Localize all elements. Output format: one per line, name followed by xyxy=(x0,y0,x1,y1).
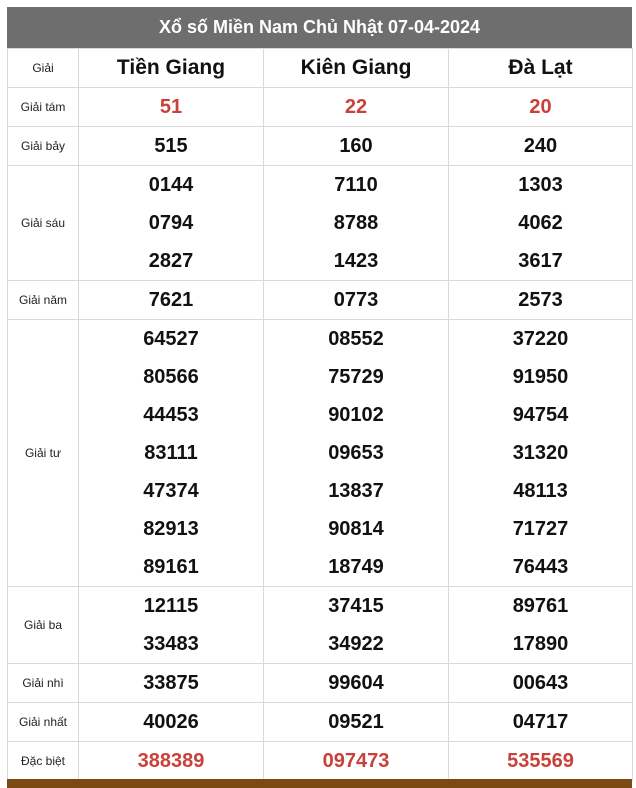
prize-label: Giải bảy xyxy=(8,127,79,166)
result-number: 09521 xyxy=(264,703,449,742)
result-number: 90102 xyxy=(328,404,384,426)
result-number: 64527 xyxy=(143,328,199,350)
result-number: 47374 xyxy=(143,480,199,502)
result-number: 34922 xyxy=(328,633,384,655)
province-header-tien-giang[interactable]: Tiền Giang xyxy=(79,49,264,88)
result-number: 4062 xyxy=(518,212,563,234)
bottom-divider-bar xyxy=(7,779,632,788)
result-number: 75729 xyxy=(328,366,384,388)
result-number: 12115 xyxy=(143,595,199,617)
result-number: 00643 xyxy=(449,664,633,703)
prize-row-g5 xyxy=(8,281,633,320)
result-cell xyxy=(264,587,449,664)
result-number: 22 xyxy=(264,88,449,127)
result-number: 37415 xyxy=(328,595,384,617)
result-number: 17890 xyxy=(512,633,569,655)
prize-label: Giải tám xyxy=(8,88,79,127)
prize-row-g7 xyxy=(8,127,633,166)
result-number: 240 xyxy=(449,127,633,166)
result-number: 44453 xyxy=(143,404,199,426)
province-header-da-lat[interactable]: Đà Lạt xyxy=(449,49,633,88)
result-number: 48113 xyxy=(513,480,568,502)
result-number: 40026 xyxy=(79,703,264,742)
result-number: 3617 xyxy=(518,250,563,272)
result-number: 76443 xyxy=(512,556,569,578)
results-table xyxy=(7,48,633,781)
result-number: 04717 xyxy=(449,703,633,742)
result-number: 0773 xyxy=(264,281,449,320)
result-number: 83111 xyxy=(144,442,198,464)
result-number: 0144 xyxy=(148,174,194,196)
result-number: 71727 xyxy=(512,518,569,540)
special-prize-number: 388389 xyxy=(79,742,264,781)
special-prize-number: 097473 xyxy=(264,742,449,781)
result-cell xyxy=(449,587,633,664)
result-number: 37220 xyxy=(512,328,569,350)
result-number: 20 xyxy=(449,88,633,127)
result-number: 160 xyxy=(264,127,449,166)
result-number: 1423 xyxy=(333,250,379,272)
result-number: 89761 xyxy=(512,595,569,617)
result-number: 51 xyxy=(79,88,264,127)
prize-label: Giải nhì xyxy=(8,664,79,703)
result-number: 1303 xyxy=(518,174,563,196)
result-number: 31320 xyxy=(512,442,569,464)
result-number: 18749 xyxy=(328,556,384,578)
prize-label: Giải ba xyxy=(8,587,79,664)
prize-row-g8 xyxy=(8,88,633,127)
result-number: 99604 xyxy=(264,664,449,703)
result-cell xyxy=(79,587,264,664)
result-number: 08552 xyxy=(328,328,384,350)
result-number: 91950 xyxy=(512,366,569,388)
result-number: 94754 xyxy=(512,404,569,426)
result-number: 7621 xyxy=(79,281,264,320)
prize-row-g2 xyxy=(8,664,633,703)
result-number: 33483 xyxy=(143,633,199,655)
result-number: 90814 xyxy=(328,518,384,540)
result-number: 13837 xyxy=(328,480,384,502)
result-cell xyxy=(79,166,264,281)
prize-row-g3 xyxy=(8,587,633,664)
result-number: 7110 xyxy=(334,174,378,196)
result-number: 2573 xyxy=(449,281,633,320)
special-prize-number: 535569 xyxy=(449,742,633,781)
prize-row-g1 xyxy=(8,703,633,742)
result-number: 2827 xyxy=(148,250,194,272)
result-cell xyxy=(264,166,449,281)
result-cell xyxy=(79,320,264,587)
result-number: 80566 xyxy=(143,366,199,388)
prize-row-special xyxy=(8,742,633,781)
result-cell xyxy=(264,320,449,587)
result-number: 33875 xyxy=(79,664,264,703)
prize-label: Giải sáu xyxy=(8,166,79,281)
result-number: 515 xyxy=(79,127,264,166)
result-cell xyxy=(449,320,633,587)
result-number: 8788 xyxy=(333,212,379,234)
result-number: 0794 xyxy=(148,212,194,234)
prize-row-g6 xyxy=(8,166,633,281)
prize-label: Giải tư xyxy=(8,320,79,587)
prize-label: Giải năm xyxy=(8,281,79,320)
result-number: 09653 xyxy=(328,442,384,464)
province-header-kien-giang[interactable]: Kiên Giang xyxy=(264,49,449,88)
result-number: 82913 xyxy=(143,518,199,540)
prize-row-g4 xyxy=(8,320,633,587)
prize-label: Đặc biệt xyxy=(8,742,79,781)
prize-label: Giải nhất xyxy=(8,703,79,742)
result-cell xyxy=(449,166,633,281)
result-number: 89161 xyxy=(143,556,199,578)
prize-column-header: Giải xyxy=(8,49,79,88)
page-title: Xổ số Miền Nam Chủ Nhật 07-04-2024 xyxy=(7,7,632,48)
header-row xyxy=(8,49,633,88)
